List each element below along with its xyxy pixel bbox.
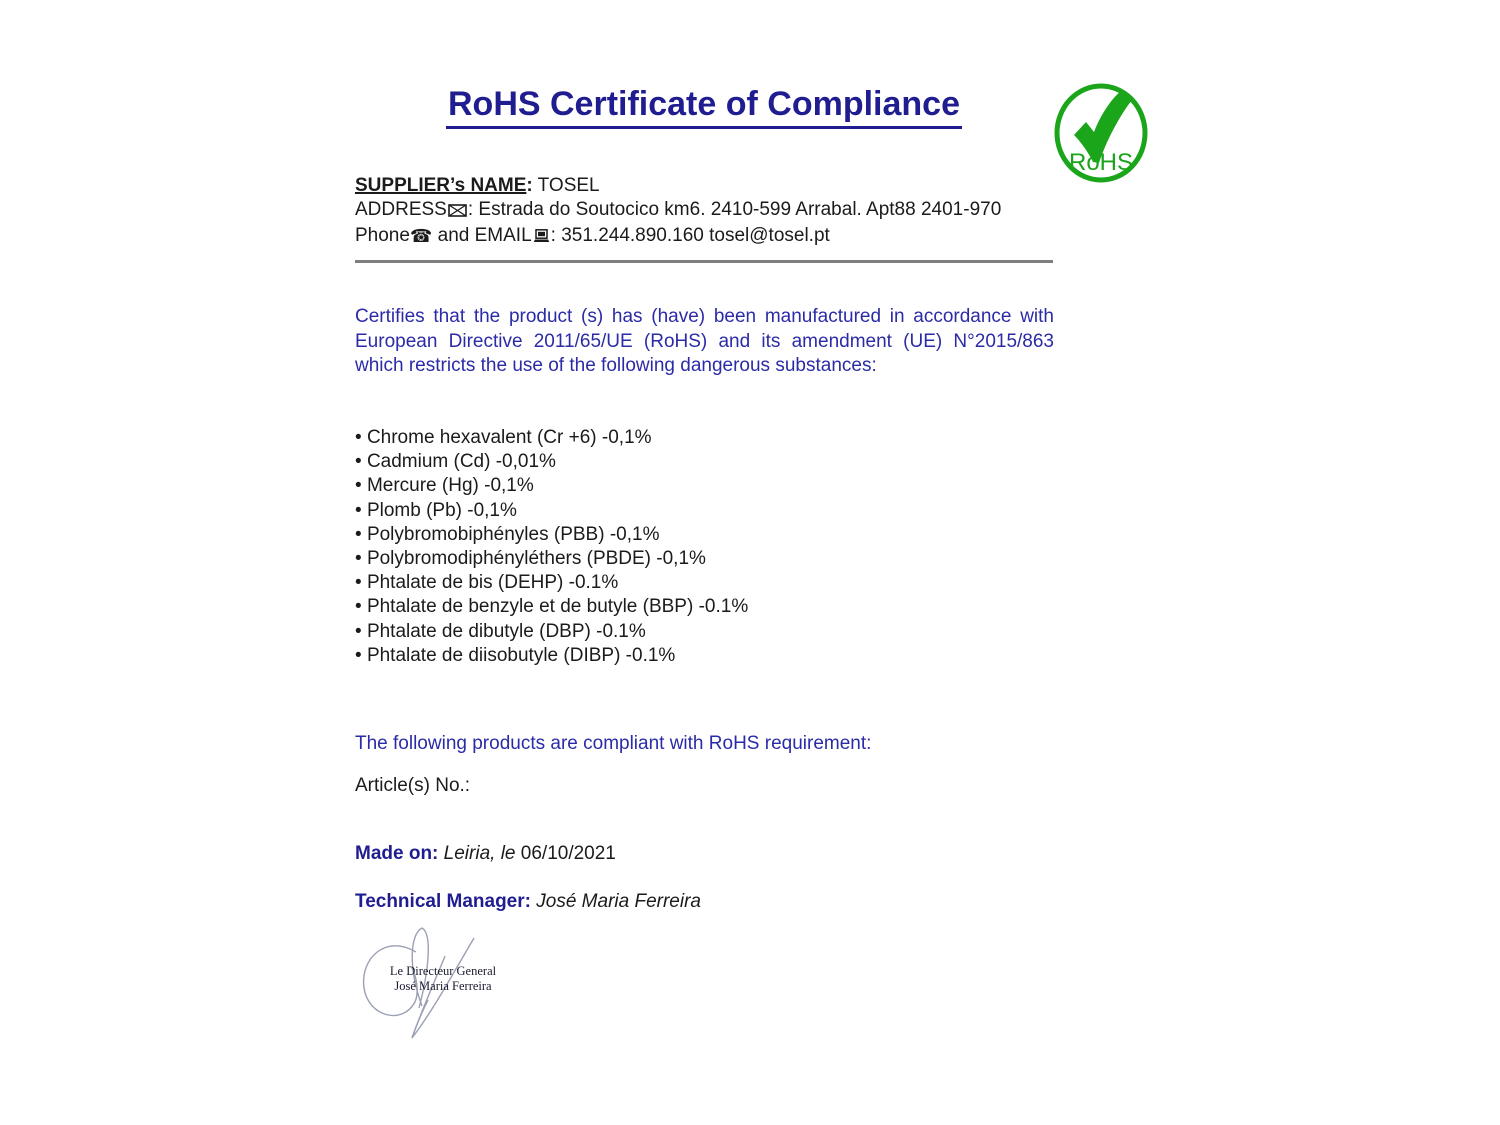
compliance-statement: The following products are compliant with RoHS requirement:: [355, 733, 872, 754]
rohs-logo-label: RoHS: [1068, 149, 1134, 176]
substance-item: • Polybromodiphényléthers (PBDE) -0,1%: [355, 547, 748, 571]
phone-label: Phone: [355, 225, 410, 246]
address-label: ADDRESS: [355, 199, 447, 220]
substance-item: • Polybromobiphényles (PBB) -0,1%: [355, 523, 748, 547]
supplier-name-value: TOSEL: [532, 175, 600, 196]
substance-item: • Plomb (Pb) -0,1%: [355, 499, 748, 523]
phone-email-value: : 351.244.890.160 tosel@tosel.pt: [550, 225, 830, 246]
made-on-date: 06/10/2021: [520, 843, 616, 864]
signature-text: [385, 964, 501, 994]
computer-icon: [533, 226, 550, 250]
supplier-address-line: [355, 198, 1055, 224]
supplier-name-line: [355, 174, 1055, 198]
supplier-name-colon: :: [526, 175, 533, 196]
substance-item: • Phtalate de bis (DEHP) -0.1%: [355, 571, 748, 595]
substance-item: • Mercure (Hg) -0,1%: [355, 474, 748, 498]
rohs-checkmark-icon: [1053, 82, 1149, 184]
made-on-label: Made on:: [355, 843, 439, 864]
substances-list: [355, 426, 748, 668]
substance-item: • Chrome hexavalent (Cr +6) -0,1%: [355, 426, 748, 450]
signature-line-1: Le Directeur General: [389, 964, 497, 978]
substance-item: • Phtalate de benzyle et de butyle (BBP) -0.1%: [355, 595, 748, 619]
supplier-phone-line: [355, 224, 1055, 250]
made-on-line: [355, 843, 616, 865]
certification-statement: Certifies that the product (s) has (have) been manufactured in accordance with European Directive 2011/65/UE (RoHS) and its amendment (UE) N°2015/863 which restricts the use of the following dangerous substances:: [355, 306, 1054, 376]
title-wrap: [355, 86, 1053, 129]
made-on-place: Leiria, le: [443, 843, 516, 864]
substance-item: • Phtalate de dibutyle (DBP) -0.1%: [355, 620, 748, 644]
envelope-icon: [448, 200, 467, 224]
email-label: and EMAIL: [432, 225, 532, 246]
page-title: RoHS Certificate of Compliance: [446, 86, 962, 129]
articles-label: Article(s) No.:: [355, 775, 471, 796]
supplier-name-label: SUPPLIER’s NAME: [355, 175, 527, 196]
technical-manager-line: [355, 891, 701, 913]
divider-line: [355, 260, 1053, 263]
address-value: : Estrada do Soutocico km6. 2410-599 Arrabal. Apt88 2401-970: [467, 199, 1002, 220]
rohs-logo: [1053, 82, 1149, 184]
signature-line-2: José Maria Ferreira: [394, 979, 492, 993]
substance-item: • Cadmium (Cd) -0,01%: [355, 450, 748, 474]
technical-manager-label: Technical Manager:: [355, 891, 531, 912]
telephone-icon: ☎: [409, 226, 433, 247]
technical-manager-name: José Maria Ferreira: [536, 891, 701, 912]
supplier-block: [355, 174, 1055, 250]
substance-item: • Phtalate de diisobutyle (DIBP) -0.1%: [355, 644, 748, 668]
signature-area: [352, 916, 572, 1056]
